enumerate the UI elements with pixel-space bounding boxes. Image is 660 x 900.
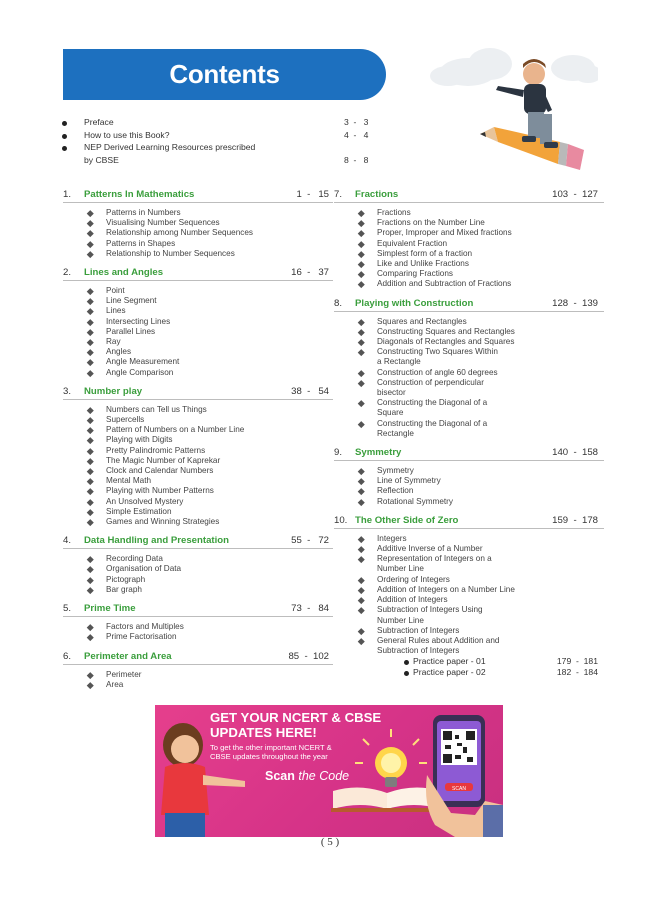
chapter-heading[interactable] bbox=[334, 513, 604, 529]
topic-label: Constructing the Diagonal of a Rectangle bbox=[377, 418, 488, 438]
chapter-pages: 1 - 15 bbox=[296, 189, 329, 200]
diamond-bullet-icon bbox=[87, 339, 93, 345]
chapter-number: 10. bbox=[334, 514, 348, 526]
topic-label: Bar graph bbox=[106, 584, 142, 594]
chapter-section bbox=[63, 384, 333, 533]
diamond-bullet-icon bbox=[87, 319, 93, 325]
chapter-number: 5. bbox=[63, 603, 72, 615]
chapter-pages: 38 - 54 bbox=[291, 385, 329, 397]
diamond-bullet-icon bbox=[87, 682, 93, 688]
diamond-bullet-icon bbox=[358, 556, 364, 562]
diamond-bullet-icon bbox=[358, 489, 364, 495]
diamond-bullet-icon bbox=[358, 261, 364, 267]
diamond-bullet-icon bbox=[358, 400, 364, 406]
topic-label: General Rules about Addition and Subtraction of Integers bbox=[377, 635, 500, 656]
diamond-bullet-icon bbox=[87, 672, 93, 678]
topic-item[interactable] bbox=[357, 239, 604, 249]
topic-item[interactable] bbox=[357, 337, 604, 347]
topic-label: Point bbox=[106, 286, 125, 296]
topic-item[interactable] bbox=[86, 337, 333, 347]
boy-on-pencil-illustration bbox=[428, 42, 598, 192]
topic-item[interactable] bbox=[357, 269, 604, 279]
topic-list bbox=[63, 400, 333, 533]
topic-label: Subtraction of Integers bbox=[377, 625, 460, 635]
topic-label: Like and Unlike Fractions bbox=[377, 259, 469, 269]
diamond-bullet-icon bbox=[87, 438, 93, 444]
topic-item[interactable] bbox=[357, 585, 604, 595]
diamond-bullet-icon bbox=[87, 329, 93, 335]
diamond-bullet-icon bbox=[358, 421, 364, 427]
topic-item[interactable] bbox=[357, 327, 604, 337]
item-label: NEP Derived Learning Resources prescribed bbox=[84, 142, 256, 152]
topic-label: Fractions bbox=[377, 208, 411, 217]
ncert-cbse-promo-banner[interactable] bbox=[155, 705, 503, 837]
topic-item[interactable] bbox=[86, 554, 333, 564]
practice-paper-item[interactable] bbox=[357, 667, 604, 678]
diamond-bullet-icon bbox=[358, 380, 364, 386]
topic-item[interactable] bbox=[86, 425, 333, 435]
page-number: ( 5 ) bbox=[320, 836, 340, 848]
topic-label: Addition of Integers on a Number Line bbox=[377, 584, 515, 594]
toc-right-column bbox=[334, 187, 604, 684]
topic-item[interactable] bbox=[86, 507, 333, 517]
chapter-pages: 16 - 37 bbox=[291, 267, 329, 279]
practice-paper-pages: 179 - 181 bbox=[556, 656, 598, 667]
topic-item[interactable] bbox=[357, 368, 604, 378]
chapter-section bbox=[63, 265, 333, 384]
item-pages: 3 - 3 bbox=[344, 117, 369, 127]
topic-item[interactable] bbox=[357, 636, 604, 656]
topic-item[interactable] bbox=[357, 398, 604, 418]
topic-label: Clock and Calendar Numbers bbox=[106, 466, 214, 476]
topic-label: Recording Data bbox=[106, 554, 163, 564]
chapter-pages: 85 - 102 bbox=[288, 650, 329, 662]
diamond-bullet-icon bbox=[87, 210, 93, 216]
diamond-bullet-icon bbox=[358, 241, 364, 247]
topic-item[interactable] bbox=[357, 554, 604, 574]
chapter-heading[interactable] bbox=[334, 296, 604, 312]
diamond-bullet-icon bbox=[358, 536, 364, 542]
topic-item[interactable] bbox=[86, 680, 333, 690]
list-item[interactable] bbox=[62, 117, 392, 130]
promo-headline bbox=[210, 710, 381, 740]
topic-label: Patterns in Numbers bbox=[106, 208, 181, 217]
diamond-bullet-icon bbox=[87, 448, 93, 454]
topic-item[interactable] bbox=[86, 446, 333, 456]
topic-label: Addition of Integers bbox=[377, 595, 448, 605]
topic-item[interactable] bbox=[357, 575, 604, 585]
diamond-bullet-icon bbox=[358, 468, 364, 474]
topic-item[interactable] bbox=[86, 517, 333, 527]
diamond-bullet-icon bbox=[87, 220, 93, 226]
bullet-icon bbox=[62, 121, 67, 126]
topic-label: Organisation of Data bbox=[106, 564, 182, 574]
diamond-bullet-icon bbox=[87, 370, 93, 376]
topic-label: Pretty Palindromic Patterns bbox=[106, 445, 206, 455]
chapter-pages: 55 - 72 bbox=[291, 535, 329, 547]
topic-label: Construction of angle 60 degrees bbox=[377, 367, 498, 377]
topic-label: Comparing Fractions bbox=[377, 269, 453, 279]
diamond-bullet-icon bbox=[358, 210, 364, 216]
scan-word: Scan bbox=[265, 769, 295, 783]
topic-item[interactable] bbox=[357, 605, 604, 625]
diamond-bullet-icon bbox=[87, 230, 93, 236]
diamond-bullet-icon bbox=[358, 478, 364, 484]
topic-item[interactable] bbox=[357, 317, 604, 327]
topic-label: Addition and Subtraction of Fractions bbox=[377, 279, 512, 289]
diamond-bullet-icon bbox=[358, 220, 364, 226]
topic-item[interactable] bbox=[86, 670, 333, 680]
diamond-bullet-icon bbox=[358, 349, 364, 355]
practice-paper-item[interactable] bbox=[357, 656, 604, 667]
topic-label: Relationship among Number Sequences bbox=[106, 228, 254, 238]
promo-headline-line-2: UPDATES HERE! bbox=[210, 725, 317, 740]
chapter-pages: 73 - 84 bbox=[291, 603, 329, 615]
chapter-pages: 140 - 158 bbox=[552, 447, 598, 459]
topic-list bbox=[63, 665, 333, 696]
diamond-bullet-icon bbox=[87, 241, 93, 247]
diamond-bullet-icon bbox=[358, 339, 364, 345]
topic-item[interactable] bbox=[86, 497, 333, 507]
topic-label: Playing with Digits bbox=[106, 435, 173, 445]
contents-banner bbox=[63, 49, 386, 100]
practice-paper-pages: 182 - 184 bbox=[556, 667, 598, 678]
topic-list bbox=[334, 461, 604, 513]
diamond-bullet-icon bbox=[87, 634, 93, 640]
diamond-bullet-icon bbox=[358, 577, 364, 583]
topic-label: Intersecting Lines bbox=[106, 316, 171, 326]
topic-item[interactable] bbox=[357, 466, 604, 476]
topic-label: Visualising Number Sequences bbox=[106, 218, 220, 228]
topic-list bbox=[334, 203, 604, 296]
diamond-bullet-icon bbox=[87, 478, 93, 484]
topic-label: Factors and Multiples bbox=[106, 622, 184, 632]
practice-papers bbox=[357, 656, 604, 678]
topic-item[interactable] bbox=[86, 466, 333, 476]
diamond-bullet-icon bbox=[358, 251, 364, 257]
topic-list bbox=[63, 617, 333, 648]
topic-label: Diagonals of Rectangles and Squares bbox=[377, 337, 515, 347]
chapter-title: Patterns In Mathematics bbox=[84, 189, 195, 200]
topic-label: Additive Inverse of a Number bbox=[377, 544, 483, 554]
chapter-heading[interactable] bbox=[63, 649, 333, 665]
topic-label: Pictograph bbox=[106, 574, 146, 584]
chapter-heading[interactable] bbox=[334, 187, 604, 203]
diamond-bullet-icon bbox=[358, 607, 364, 613]
topic-item[interactable] bbox=[357, 595, 604, 605]
bullet-icon bbox=[62, 134, 67, 139]
topic-item[interactable] bbox=[357, 476, 604, 486]
topic-label: Constructing Two Squares Within a Rectangle bbox=[377, 347, 498, 367]
topic-item[interactable] bbox=[86, 327, 333, 337]
topic-label: Games and Winning Strategies bbox=[106, 517, 220, 527]
chapter-heading[interactable] bbox=[63, 265, 333, 281]
diamond-bullet-icon bbox=[358, 628, 364, 634]
topic-label: Prime Factorisation bbox=[106, 632, 177, 642]
topic-label: Integers bbox=[377, 533, 407, 543]
topic-label: Perimeter bbox=[106, 669, 142, 679]
topic-item[interactable] bbox=[357, 279, 604, 289]
chapter-heading[interactable] bbox=[63, 601, 333, 617]
topic-label: Rotational Symmetry bbox=[377, 496, 453, 506]
topic-label: Line of Symmetry bbox=[377, 476, 441, 486]
topic-item[interactable] bbox=[357, 249, 604, 259]
chapter-title: The Other Side of Zero bbox=[355, 514, 459, 526]
chapter-number: 7. bbox=[334, 189, 343, 200]
chapter-section bbox=[63, 187, 333, 265]
topic-item[interactable] bbox=[86, 585, 333, 595]
chapter-number: 9. bbox=[334, 447, 343, 459]
chapter-section bbox=[63, 533, 333, 601]
item-label: by CBSE bbox=[84, 154, 119, 165]
diamond-bullet-icon bbox=[358, 638, 364, 644]
topic-label: Squares and Rectangles bbox=[377, 316, 467, 326]
front-matter-list bbox=[62, 117, 392, 167]
diamond-bullet-icon bbox=[358, 230, 364, 236]
topic-item[interactable] bbox=[86, 239, 333, 249]
topic-item[interactable] bbox=[86, 575, 333, 585]
diamond-bullet-icon bbox=[358, 319, 364, 325]
topic-label: The Magic Number of Kaprekar bbox=[106, 455, 221, 465]
topic-item[interactable] bbox=[86, 228, 333, 238]
topic-label: Playing with Number Patterns bbox=[106, 486, 214, 496]
topic-label: An Unsolved Mystery bbox=[106, 496, 184, 506]
topic-item[interactable] bbox=[86, 415, 333, 425]
chapter-title: Perimeter and Area bbox=[84, 650, 172, 662]
topic-label: Symmetry bbox=[377, 466, 414, 476]
topic-item[interactable] bbox=[86, 249, 333, 259]
promo-subtext: To get the other important NCERT & CBSE updates throughout the year bbox=[210, 743, 332, 761]
topic-item[interactable] bbox=[86, 306, 333, 316]
diamond-bullet-icon bbox=[358, 597, 364, 603]
topic-item[interactable] bbox=[86, 317, 333, 327]
diamond-bullet-icon bbox=[87, 556, 93, 562]
chapter-heading[interactable] bbox=[334, 445, 604, 461]
list-item[interactable] bbox=[62, 130, 392, 143]
chapter-heading[interactable] bbox=[63, 384, 333, 400]
diamond-bullet-icon bbox=[358, 546, 364, 552]
topic-label: Constructing the Diagonal of a Square bbox=[377, 398, 488, 418]
topic-item[interactable] bbox=[357, 259, 604, 269]
diamond-bullet-icon bbox=[87, 519, 93, 525]
chapter-title: Fractions bbox=[355, 189, 399, 200]
diamond-bullet-icon bbox=[87, 458, 93, 464]
item-pages: 4 - 4 bbox=[344, 129, 369, 140]
topic-label: Patterns in Shapes bbox=[106, 238, 176, 248]
topic-label: Constructing Squares and Rectangles bbox=[377, 326, 515, 336]
practice-paper-label: Practice paper - 02 bbox=[413, 667, 486, 678]
topic-item[interactable] bbox=[357, 534, 604, 544]
girl-figure bbox=[161, 723, 245, 837]
topic-list bbox=[63, 549, 333, 601]
chapter-number: 2. bbox=[63, 267, 72, 279]
chapter-number: 6. bbox=[63, 650, 72, 662]
chapter-section bbox=[63, 601, 333, 648]
topic-item[interactable] bbox=[357, 218, 604, 228]
topic-item[interactable] bbox=[86, 357, 333, 367]
topic-label: Ordering of Integers bbox=[377, 574, 450, 584]
scan-the-code-label bbox=[265, 769, 349, 783]
page-title: Contents bbox=[169, 59, 280, 89]
topic-item[interactable] bbox=[86, 456, 333, 466]
topic-label: Numbers can Tell us Things bbox=[106, 404, 207, 414]
diamond-bullet-icon bbox=[87, 509, 93, 515]
diamond-bullet-icon bbox=[87, 417, 93, 423]
diamond-bullet-icon bbox=[87, 288, 93, 294]
topic-item[interactable] bbox=[357, 486, 604, 496]
topic-item[interactable] bbox=[86, 296, 333, 306]
diamond-bullet-icon bbox=[87, 624, 93, 630]
chapter-section bbox=[334, 513, 604, 684]
diamond-bullet-icon bbox=[87, 567, 93, 573]
topic-list bbox=[63, 281, 333, 384]
toc-left-column bbox=[63, 187, 333, 696]
item-pages: 8 - 8 bbox=[344, 154, 369, 165]
diamond-bullet-icon bbox=[358, 271, 364, 277]
diamond-bullet-icon bbox=[87, 360, 93, 366]
chapter-title: Symmetry bbox=[355, 447, 402, 459]
diamond-bullet-icon bbox=[87, 407, 93, 413]
chapter-title: Data Handling and Presentation bbox=[84, 535, 229, 547]
topic-label: Simple Estimation bbox=[106, 506, 172, 516]
topic-label: Reflection bbox=[377, 486, 414, 496]
chapter-section bbox=[334, 187, 604, 296]
topic-label: Relationship to Number Sequences bbox=[106, 248, 235, 258]
phone-icon bbox=[433, 715, 485, 807]
topic-label: Subtraction of Integers Using Number Line bbox=[377, 605, 483, 625]
topic-item[interactable] bbox=[86, 347, 333, 357]
topic-item[interactable] bbox=[357, 419, 604, 439]
topic-item[interactable] bbox=[357, 497, 604, 507]
bullet-icon bbox=[404, 671, 409, 676]
list-item[interactable] bbox=[62, 142, 392, 155]
list-item-continued[interactable] bbox=[62, 155, 392, 168]
diamond-bullet-icon bbox=[87, 308, 93, 314]
topic-label: Representation of Integers on a Number Line bbox=[377, 554, 492, 574]
diamond-bullet-icon bbox=[87, 489, 93, 495]
chapter-pages: 128 - 139 bbox=[552, 297, 598, 309]
topic-item[interactable] bbox=[357, 626, 604, 636]
topic-label: Construction of perpendicular bisector bbox=[377, 377, 484, 398]
diamond-bullet-icon bbox=[358, 329, 364, 335]
practice-paper-label: Practice paper - 01 bbox=[413, 656, 486, 667]
topic-label: Equivalent Fraction bbox=[377, 238, 448, 248]
sleeve bbox=[483, 805, 503, 837]
chapter-number: 1. bbox=[63, 189, 72, 200]
topic-label: Angle Comparison bbox=[106, 367, 174, 377]
diamond-bullet-icon bbox=[87, 468, 93, 474]
chapter-title: Lines and Angles bbox=[84, 267, 164, 279]
topic-item[interactable] bbox=[357, 544, 604, 554]
chapter-heading[interactable] bbox=[63, 187, 333, 203]
topic-item[interactable] bbox=[86, 564, 333, 574]
topic-label: Mental Math bbox=[106, 476, 152, 486]
diamond-bullet-icon bbox=[87, 427, 93, 433]
chapter-heading[interactable] bbox=[63, 533, 333, 549]
topic-item[interactable] bbox=[86, 435, 333, 445]
scan-suffix: the Code bbox=[294, 769, 350, 783]
chapter-title: Playing with Construction bbox=[355, 297, 474, 309]
topic-item[interactable] bbox=[86, 632, 333, 642]
bullet-icon bbox=[62, 146, 67, 151]
diamond-bullet-icon bbox=[87, 349, 93, 355]
chapter-pages: 159 - 178 bbox=[552, 514, 598, 526]
topic-label: Angles bbox=[106, 347, 132, 357]
topic-item[interactable] bbox=[86, 208, 333, 218]
topic-list bbox=[334, 529, 604, 684]
topic-item[interactable] bbox=[357, 208, 604, 218]
topic-label: Proper, Improper and Mixed fractions bbox=[377, 228, 512, 238]
topic-item[interactable] bbox=[357, 228, 604, 238]
chapter-section bbox=[63, 649, 333, 696]
chapter-number: 3. bbox=[63, 385, 72, 397]
item-label: Preface bbox=[84, 117, 114, 127]
chapter-pages: 103 - 127 bbox=[552, 189, 598, 200]
topic-list bbox=[63, 203, 333, 265]
topic-label: Simplest form of a fraction bbox=[377, 248, 473, 258]
promo-headline-line-1: GET YOUR NCERT & CBSE bbox=[210, 710, 382, 725]
topic-label: Parallel Lines bbox=[106, 326, 156, 336]
chapter-section bbox=[334, 296, 604, 445]
diamond-bullet-icon bbox=[358, 499, 364, 505]
topic-item[interactable] bbox=[86, 476, 333, 486]
phone-scan-button[interactable]: SCAN bbox=[452, 786, 466, 792]
topic-item[interactable] bbox=[86, 368, 333, 378]
topic-item[interactable] bbox=[86, 486, 333, 496]
chapter-title: Prime Time bbox=[84, 603, 136, 615]
chapter-number: 8. bbox=[334, 297, 343, 309]
item-label: How to use this Book? bbox=[84, 129, 170, 140]
diamond-bullet-icon bbox=[87, 251, 93, 257]
topic-item[interactable] bbox=[357, 378, 604, 398]
diamond-bullet-icon bbox=[87, 577, 93, 583]
diamond-bullet-icon bbox=[87, 298, 93, 304]
topic-label: Fractions on the Number Line bbox=[377, 218, 485, 228]
topic-label: Pattern of Numbers on a Number Line bbox=[106, 425, 245, 435]
topic-list bbox=[334, 312, 604, 445]
cloud-icon bbox=[430, 48, 598, 86]
diamond-bullet-icon bbox=[87, 499, 93, 505]
topic-item[interactable] bbox=[86, 218, 333, 228]
topic-item[interactable] bbox=[86, 622, 333, 632]
topic-label: Ray bbox=[106, 337, 121, 347]
diamond-bullet-icon bbox=[87, 587, 93, 593]
chapter-number: 4. bbox=[63, 535, 72, 547]
topic-label: Angle Measurement bbox=[106, 357, 180, 367]
topic-label: Line Segment bbox=[106, 296, 157, 306]
topic-label: Supercells bbox=[106, 415, 145, 425]
topic-item[interactable] bbox=[357, 347, 604, 367]
diamond-bullet-icon bbox=[358, 587, 364, 593]
topic-item[interactable] bbox=[86, 286, 333, 296]
diamond-bullet-icon bbox=[358, 281, 364, 287]
topic-label: Area bbox=[106, 679, 124, 689]
topic-item[interactable] bbox=[86, 405, 333, 415]
bullet-icon bbox=[404, 660, 409, 665]
chapter-section bbox=[334, 445, 604, 513]
diamond-bullet-icon bbox=[358, 370, 364, 376]
chapter-title: Number play bbox=[84, 385, 143, 397]
topic-label: Lines bbox=[106, 306, 126, 316]
